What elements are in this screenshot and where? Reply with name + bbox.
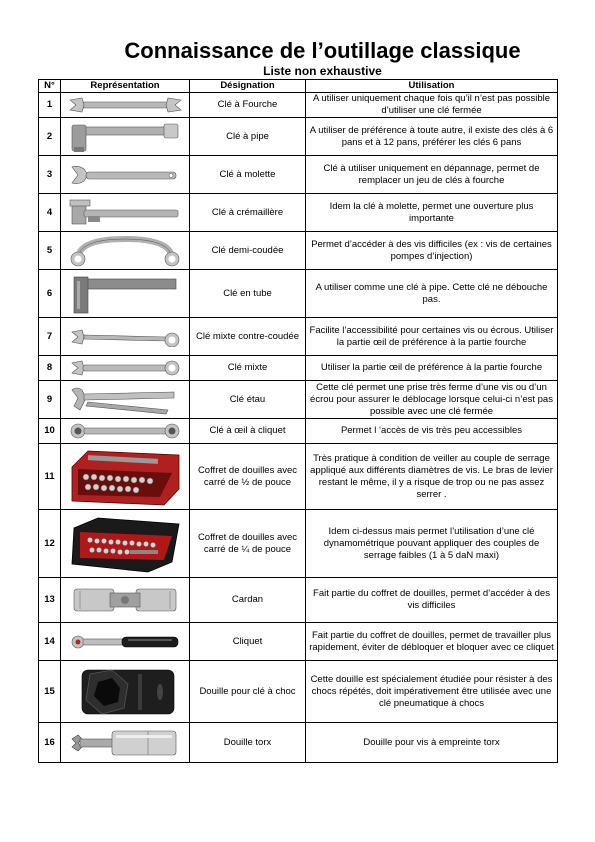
table-row [39, 510, 558, 578]
table-row [39, 232, 558, 270]
table-row [39, 661, 558, 723]
ratchet-ring-wrench-icon [61, 419, 190, 444]
row-number: 16 [39, 723, 61, 763]
designation: Clé demi-coudée [190, 232, 306, 270]
impact-socket-icon [61, 661, 190, 723]
row-number: 8 [39, 356, 61, 381]
row-number: 10 [39, 419, 61, 444]
utilisation: Clé à utiliser uniquement en dépannage, permet de remplacer un jeu de clés à fourche [306, 156, 558, 194]
designation: Cardan [190, 578, 306, 623]
header-utilisation: Utilisation [306, 80, 558, 93]
page-title: Connaissance de l’outillage classique [124, 38, 521, 63]
row-number: 6 [39, 270, 61, 318]
half-moon-wrench-icon [61, 232, 190, 270]
table-row [39, 118, 558, 156]
row-number: 9 [39, 381, 61, 419]
utilisation: Douille pour vis à empreinte torx [306, 723, 558, 763]
designation: Clé en tube [190, 270, 306, 318]
table-row [39, 444, 558, 510]
utilisation: A utiliser comme une clé à pipe. Cette clé ne débouche pas. [306, 270, 558, 318]
designation: Coffret de douilles avec carré de ½ de pouce [190, 444, 306, 510]
offset-combination-wrench-icon [61, 318, 190, 356]
row-number: 12 [39, 510, 61, 578]
tube-wrench-icon [61, 270, 190, 318]
row-number: 3 [39, 156, 61, 194]
designation: Clé à pipe [190, 118, 306, 156]
socket-set-icon [61, 444, 190, 510]
designation: Douille pour clé à choc [190, 661, 306, 723]
row-number: 5 [39, 232, 61, 270]
universal-joint-icon [61, 578, 190, 623]
utilisation: Utiliser la partie œil de préférence à la partie fourche [306, 356, 558, 381]
socket-set-icon [61, 510, 190, 578]
vise-wrench-icon [61, 381, 190, 419]
designation: Douille torx [190, 723, 306, 763]
torx-socket-icon [61, 723, 190, 763]
header-num: N° [39, 80, 61, 93]
table-row [39, 194, 558, 232]
utilisation: A utiliser de préférence à toute autre, il existe des clés à 6 pans et à 12 pans, préférer les clés 6 pans [306, 118, 558, 156]
utilisation: Cette clé permet une prise très ferme d’une vis ou d’un écrou pour assurer le déblocage lorsque celui-ci n’est pas possible avec une clé fermée [306, 381, 558, 419]
row-number: 4 [39, 194, 61, 232]
utilisation: Très pratique à condition de veiller au couple de serrage appliqué aux différents diamètres de vis. Le bras de levier restant le même, il y a risque de trop ou ne pas assez serrer . [306, 444, 558, 510]
table-row [39, 156, 558, 194]
utilisation: Idem la clé à molette, permet une ouverture plus importante [306, 194, 558, 232]
row-number: 7 [39, 318, 61, 356]
utilisation: Fait partie du coffret de douilles, permet de travailler plus rapidement, éviter de débloquer et bloquer avec ce cliquet [306, 623, 558, 661]
designation: Cliquet [190, 623, 306, 661]
header-designation: Désignation [190, 80, 306, 93]
pipe-wrench-icon [61, 118, 190, 156]
ratchet-handle-icon [61, 623, 190, 661]
designation: Clé mixte contre-coudée [190, 318, 306, 356]
designation: Coffret de douilles avec carré de ¼ de pouce [190, 510, 306, 578]
open-end-wrench-icon [61, 93, 190, 118]
table-header-row [39, 80, 558, 93]
utilisation: Cette douille est spécialement étudiée pour résister à des chocs répétés, doit impérativement être utilisée avec une clé pneumatique à chocs [306, 661, 558, 723]
table-row [39, 93, 558, 118]
table-row [39, 419, 558, 444]
designation: Clé à œil à cliquet [190, 419, 306, 444]
table-row [39, 356, 558, 381]
table-row [39, 578, 558, 623]
table-row [39, 318, 558, 356]
combination-wrench-icon [61, 356, 190, 381]
utilisation: Idem ci-dessus mais permet l’utilisation d’une clé dynamométrique pouvant appliquer des couples de serrage faibles (1 à 5 daN maxi) [306, 510, 558, 578]
designation: Clé à Fourche [190, 93, 306, 118]
designation: Clé étau [190, 381, 306, 419]
table-row [39, 381, 558, 419]
table-row [39, 623, 558, 661]
designation: Clé mixte [190, 356, 306, 381]
utilisation: Fait partie du coffret de douilles, permet d’accéder à des vis difficiles [306, 578, 558, 623]
adjustable-wrench-icon [61, 156, 190, 194]
table-row [39, 723, 558, 763]
row-number: 1 [39, 93, 61, 118]
designation: Clé à crémaillère [190, 194, 306, 232]
rack-wrench-icon [61, 194, 190, 232]
utilisation: Facilite l’accessibilité pour certaines vis ou écrous. Utiliser la partie œil de préférence à la partie fourche [306, 318, 558, 356]
designation: Clé à molette [190, 156, 306, 194]
row-number: 11 [39, 444, 61, 510]
utilisation: Permet d’accéder à des vis difficiles (ex : vis de certaines pompes d’injection) [306, 232, 558, 270]
table-row [39, 270, 558, 318]
row-number: 14 [39, 623, 61, 661]
tools-table [38, 79, 558, 763]
utilisation: A utiliser uniquement chaque fois qu’il n’est pas possible d’utiliser une clé fermée [306, 93, 558, 118]
utilisation: Permet l ‘accès de vis très peu accessibles [306, 419, 558, 444]
page-subtitle: Liste non exhaustive [263, 64, 382, 78]
row-number: 13 [39, 578, 61, 623]
header-representation: Représentation [61, 80, 190, 93]
row-number: 2 [39, 118, 61, 156]
row-number: 15 [39, 661, 61, 723]
